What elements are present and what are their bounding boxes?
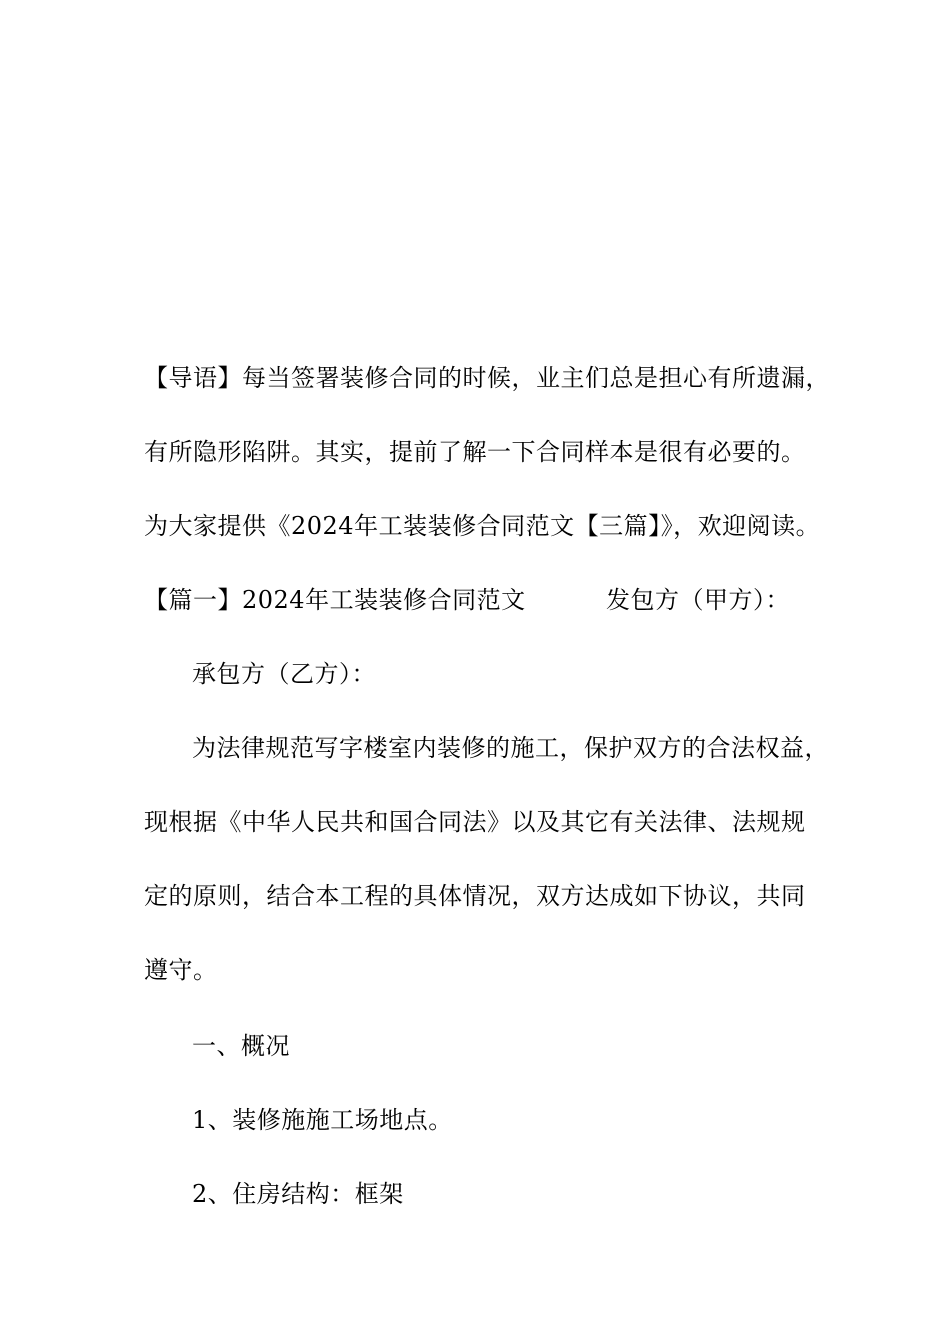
paragraph-line-2: 现根据《中华人民共和国合同法》以及其它有关法律、法规规 — [144, 808, 806, 836]
section-1-item-1: 1、装修施施工场地点。 — [192, 1106, 453, 1134]
intro-line-3: 为大家提供《2024年工装装修合同范文【三篇】》，欢迎阅读。 — [144, 512, 821, 540]
intro-line-1: 【导语】每当签署装修合同的时候，业主们总是担心有所遗漏， — [144, 364, 830, 392]
section-1-item-2: 2、住房结构：框架 — [192, 1180, 404, 1208]
party-b-label: 承包方（乙方）： — [192, 660, 376, 688]
intro-line-2: 有所隐形陷阱。其实，提前了解一下合同样本是很有必要的。 — [144, 438, 806, 466]
section-heading: 【篇一】2024年工装装修合同范文 — [144, 586, 526, 614]
section-1-title: 一、概况 — [192, 1032, 290, 1060]
paragraph-line-1: 为法律规范写字楼室内装修的施工，保护双方的合法权益， — [192, 734, 829, 762]
paragraph-line-3: 定的原则，结合本工程的具体情况，双方达成如下协议，共同 — [144, 882, 806, 910]
paragraph-line-4: 遵守。 — [144, 956, 218, 984]
party-a-label: 发包方（甲方）： — [606, 586, 790, 614]
